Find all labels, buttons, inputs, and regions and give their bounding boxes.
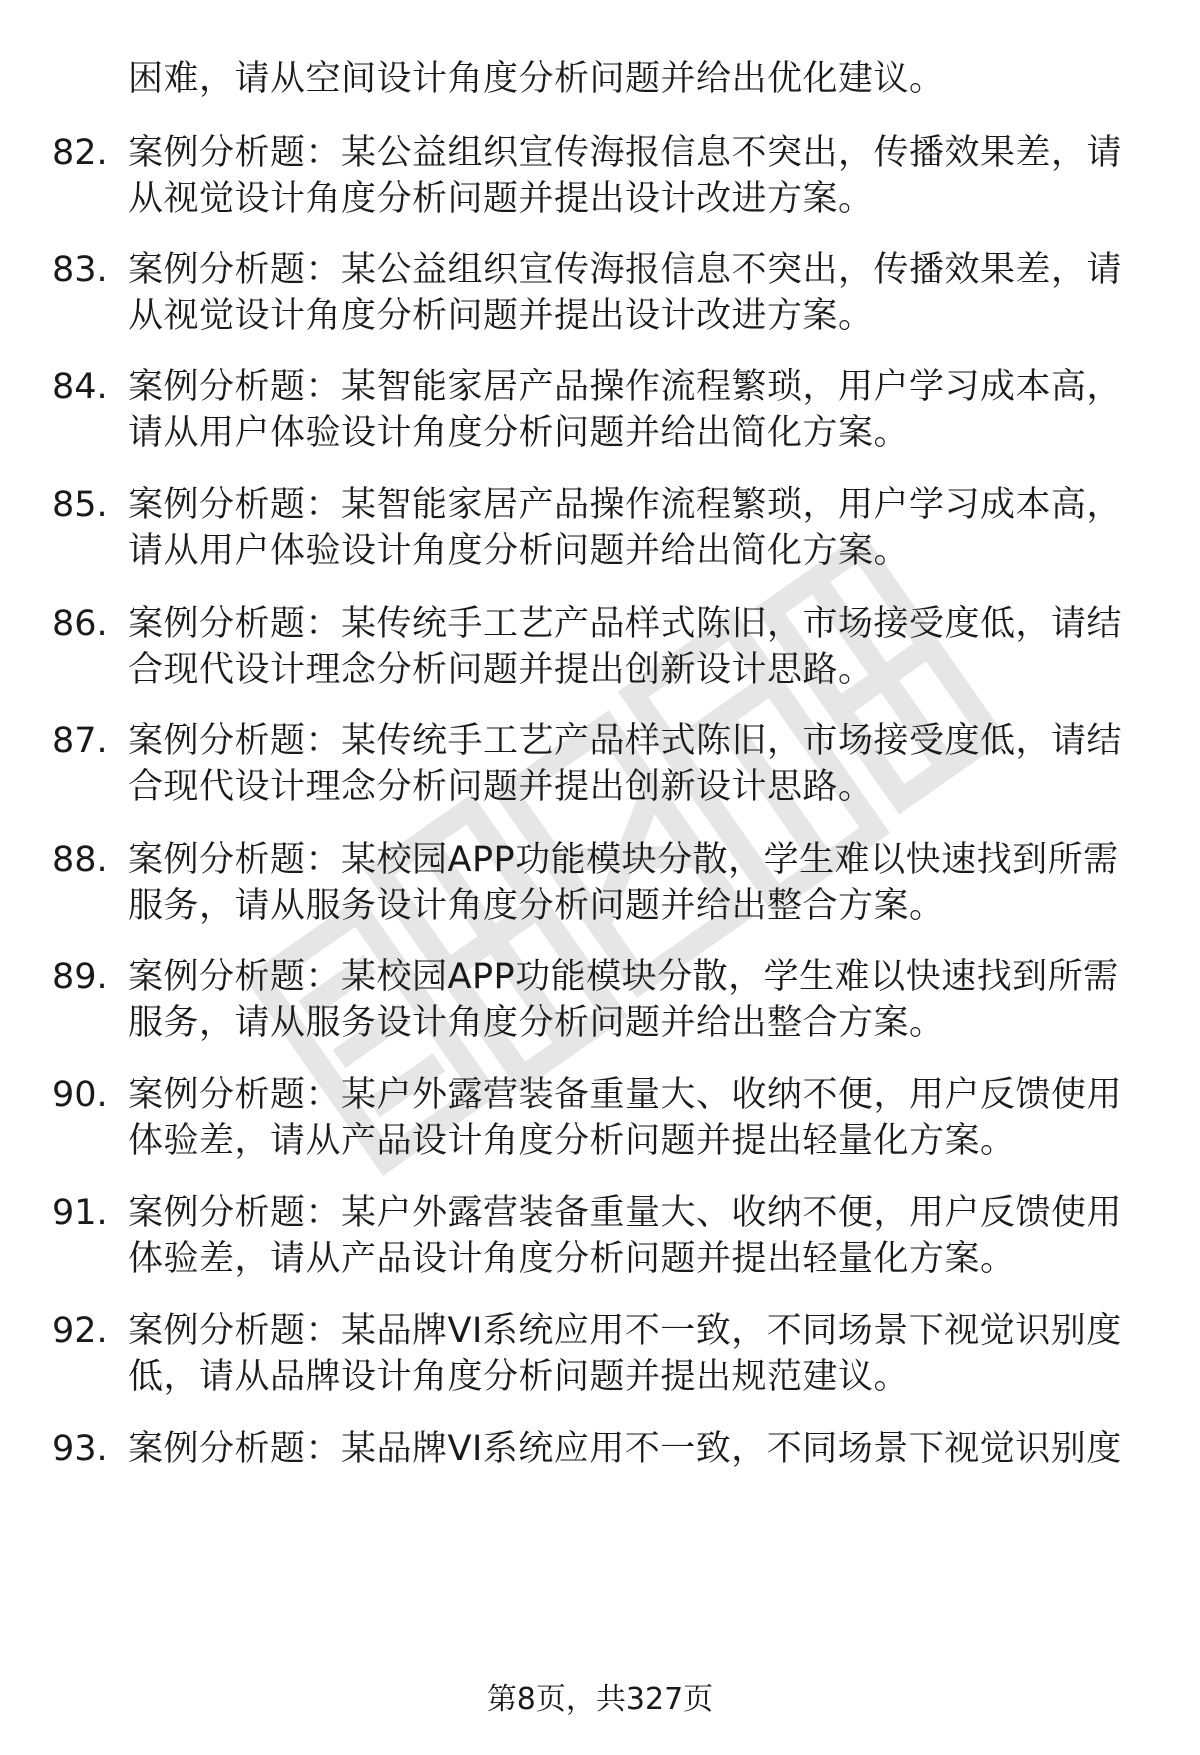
question-number: 92. xyxy=(52,1311,108,1351)
question-number: 86. xyxy=(52,604,108,644)
question-line: 案例分析题：某智能家居产品操作流程繁琐，用户学习成本高， xyxy=(128,485,1123,525)
page-footer: 第8页，共327页 xyxy=(486,1682,714,1717)
question-line: 案例分析题：某传统手工艺产品样式陈旧，市场接受度低，请结 xyxy=(128,604,1123,644)
question-number: 88. xyxy=(52,840,108,880)
question-line: 合现代设计理念分析问题并提出创新设计思路。 xyxy=(128,650,874,690)
question-line: 案例分析题：某户外露营装备重量大、收纳不便，用户反馈使用 xyxy=(128,1075,1123,1115)
question-line: 合现代设计理念分析问题并提出创新设计思路。 xyxy=(128,767,874,807)
question-line: 案例分析题：某品牌VI系统应用不一致，不同场景下视觉识别度 xyxy=(128,1429,1122,1469)
question-line: 案例分析题：某公益组织宣传海报信息不突出，传播效果差，请 xyxy=(128,250,1123,290)
question-line: 体验差，请从产品设计角度分析问题并提出轻量化方案。 xyxy=(128,1121,1016,1161)
question-number: 82. xyxy=(52,133,108,173)
question-number: 91. xyxy=(52,1193,108,1233)
question-line: 从视觉设计角度分析问题并提出设计改进方案。 xyxy=(128,296,874,336)
question-number: 85. xyxy=(52,485,108,525)
question-line: 案例分析题：某校园APP功能模块分散，学生难以快速找到所需 xyxy=(128,840,1119,880)
continuation-text: 困难，请从空间设计角度分析问题并给出优化建议。 xyxy=(128,59,945,99)
question-number: 90. xyxy=(52,1075,108,1115)
question-line: 请从用户体验设计角度分析问题并给出简化方案。 xyxy=(128,531,910,571)
question-line: 案例分析题：某智能家居产品操作流程繁琐，用户学习成本高， xyxy=(128,367,1123,407)
question-line: 案例分析题：某户外露营装备重量大、收纳不便，用户反馈使用 xyxy=(128,1193,1123,1233)
question-number: 84. xyxy=(52,367,108,407)
question-line: 请从用户体验设计角度分析问题并给出简化方案。 xyxy=(128,413,910,453)
question-number: 87. xyxy=(52,721,108,761)
question-line: 案例分析题：某品牌VI系统应用不一致，不同场景下视觉识别度 xyxy=(128,1311,1122,1351)
question-line: 从视觉设计角度分析问题并提出设计改进方案。 xyxy=(128,179,874,219)
question-number: 83. xyxy=(52,250,108,290)
question-number: 93. xyxy=(52,1429,108,1469)
question-line: 案例分析题：某校园APP功能模块分散，学生难以快速找到所需 xyxy=(128,957,1119,997)
question-line: 服务，请从服务设计角度分析问题并给出整合方案。 xyxy=(128,1003,945,1043)
question-line: 服务，请从服务设计角度分析问题并给出整合方案。 xyxy=(128,886,945,926)
question-number: 89. xyxy=(52,957,108,997)
question-line: 体验差，请从产品设计角度分析问题并提出轻量化方案。 xyxy=(128,1239,1016,1279)
question-line: 低，请从品牌设计角度分析问题并提出规范建议。 xyxy=(128,1357,910,1397)
question-line: 案例分析题：某公益组织宣传海报信息不突出，传播效果差，请 xyxy=(128,133,1123,173)
question-line: 案例分析题：某传统手工艺产品样式陈旧，市场接受度低，请结 xyxy=(128,721,1123,761)
